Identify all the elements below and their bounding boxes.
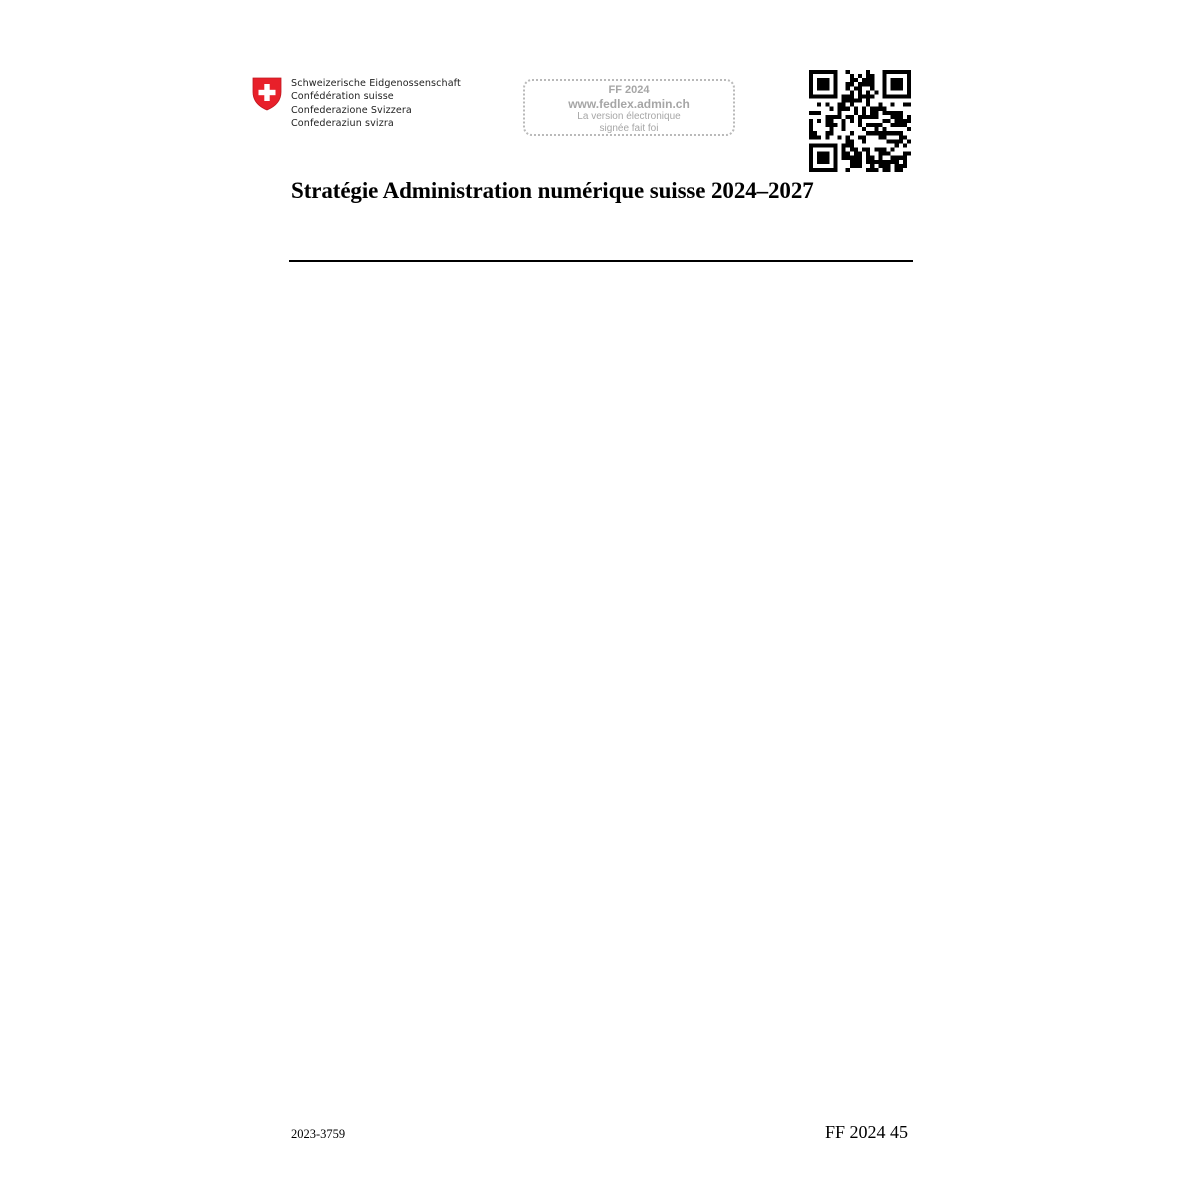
- agency-name-block: [291, 77, 461, 131]
- document-title: Stratégie Administration numérique suisse 2024–2027: [291, 178, 814, 203]
- swiss-coat-of-arms-icon: [252, 77, 282, 111]
- electronic-version-stamp: [523, 79, 735, 136]
- agency-line-rm: Confederaziun svizra: [291, 118, 394, 130]
- qr-code-icon: [809, 70, 911, 172]
- title-divider: [289, 260, 913, 262]
- stamp-note-2: signée fait foi: [599, 123, 659, 134]
- footer-reference: 2023-3759: [291, 1127, 346, 1141]
- agency-line-fr: Confédération suisse: [291, 91, 394, 103]
- stamp-publication: FF 2024: [608, 84, 650, 96]
- agency-line-it: Confederazione Svizzera: [291, 104, 412, 116]
- agency-line-de: Schweizerische Eidgenossenschaft: [291, 78, 461, 89]
- stamp-url: www.fedlex.admin.ch: [568, 97, 690, 111]
- stamp-note-1: La version électronique: [577, 111, 681, 122]
- footer-citation: FF 2024 45: [824, 1122, 908, 1142]
